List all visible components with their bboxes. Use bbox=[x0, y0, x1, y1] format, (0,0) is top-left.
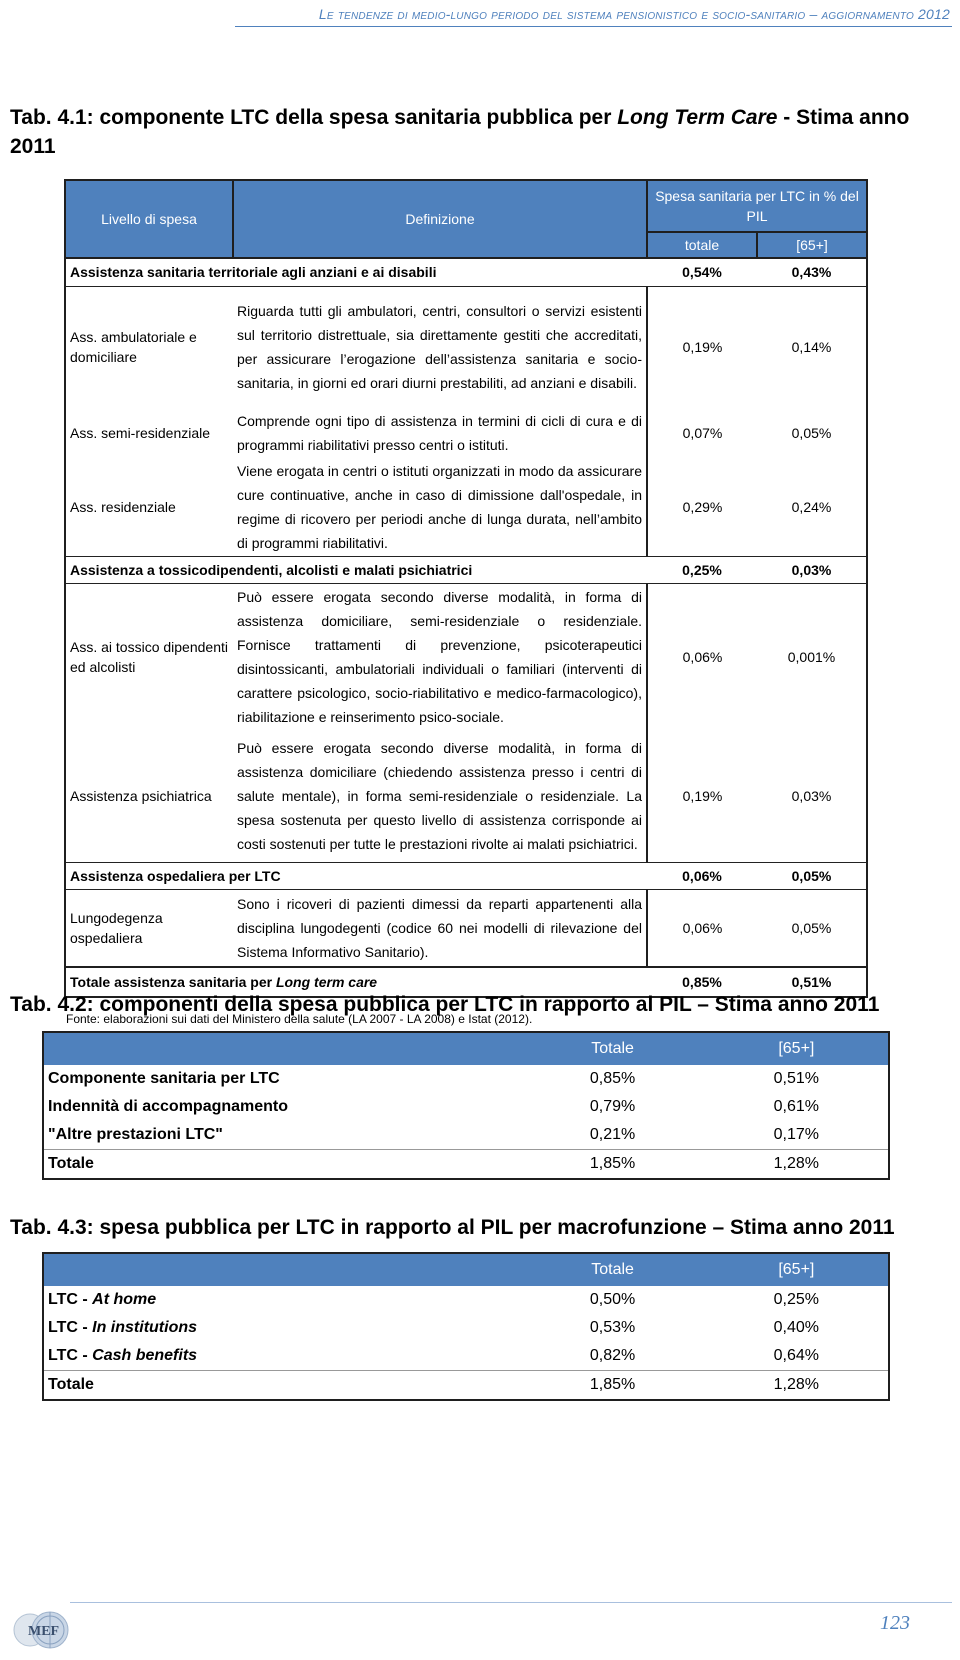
tab41-caption-italic: Long Term Care bbox=[617, 106, 778, 129]
tab43-table bbox=[42, 1252, 890, 1401]
running-header bbox=[319, 6, 950, 22]
section-title: Assistenza sanitaria territoriale agli anziani e ai disabili bbox=[65, 258, 647, 286]
row-definition: Riguarda tutti gli ambulatori, centri, consultori o servizi esistenti sul territorio distrettuale, sia direttamente gestiti che accreditati, per assicurare l’erogazione dell’assistenza sanitaria e socio-sanitaria, in giorni ed orari diurni prestabiliti, ad anziani e disabili. bbox=[233, 286, 647, 408]
header-spesa: Spesa sanitaria per LTC in % del PIL bbox=[647, 180, 867, 232]
page-number: 123 bbox=[880, 1612, 910, 1634]
tab41-caption bbox=[10, 103, 910, 161]
tab41-caption-suffix: - Stima anno 2011 bbox=[10, 106, 910, 158]
tab41-table bbox=[64, 179, 868, 998]
header-level: Livello di spesa bbox=[65, 180, 233, 258]
row-label: "Altre prestazioni LTC" bbox=[48, 1126, 223, 1143]
row-level: Ass. semi-residenziale bbox=[65, 408, 233, 458]
row-label: Indennità di accompagnamento bbox=[48, 1098, 289, 1115]
mef-logo bbox=[10, 1608, 82, 1650]
tab42-header-totale: Totale bbox=[520, 1032, 704, 1065]
row-over65: 0,05% bbox=[757, 408, 867, 458]
row-totale: 1,85% bbox=[520, 1371, 704, 1401]
running-header-subtitle: aggiornamento 2012 bbox=[821, 6, 950, 22]
row-definition: Può essere erogata secondo diverse modalità, in forma di assistenza domiciliare (chiedendo assistenza presso i centri di salute mentale), in forma semi-residenziale o residenziale. La spesa sostenuta per questo livello di assistenza corrisponde ai costi sostenuti per tutte le prestazioni rivolte ai malati psichiatrici. bbox=[233, 730, 647, 862]
section-row bbox=[65, 258, 867, 286]
row-label: Totale bbox=[43, 1371, 520, 1401]
row-definition: Sono i ricoveri di pazienti dimessi da reparti appartenenti alla disciplina lungodegenti (codice 60 nei modelli di rilevazione del Sistema Informativo Sanitario). bbox=[233, 889, 647, 967]
section-totale: 0,25% bbox=[647, 557, 757, 584]
row-totale: 0,06% bbox=[682, 649, 723, 665]
row-definition: Comprende ogni tipo di assistenza in termini di cicli di cura e di programmi riabilitativi presso centri o istituti. bbox=[233, 408, 647, 458]
tab42-table bbox=[42, 1031, 890, 1180]
row-over65: 0,51% bbox=[773, 1070, 820, 1087]
row-level: Ass. ai tossico dipendenti ed alcolisti bbox=[65, 584, 233, 731]
row-over65: 0,03% bbox=[757, 730, 867, 862]
row-level: Ass. residenziale bbox=[65, 458, 233, 557]
table-row bbox=[65, 286, 867, 408]
section-over65: 0,03% bbox=[757, 557, 867, 584]
tab42-header-over65: [65+] bbox=[705, 1032, 889, 1065]
row-totale: 0,85% bbox=[589, 1070, 636, 1087]
header-totale: totale bbox=[647, 232, 757, 258]
row-over65: 0,05% bbox=[757, 889, 867, 967]
row-over65: 0,14% bbox=[757, 286, 867, 408]
table-row bbox=[65, 730, 867, 862]
table-row bbox=[43, 1314, 889, 1342]
header-definition: Definizione bbox=[233, 180, 647, 258]
row-label: LTC - At home bbox=[48, 1291, 157, 1308]
row-over65: 0,64% bbox=[773, 1347, 820, 1364]
table-row bbox=[65, 408, 867, 458]
table-row bbox=[43, 1342, 889, 1371]
row-totale: 0,19% bbox=[682, 787, 723, 804]
row-totale: 0,19% bbox=[682, 339, 723, 356]
total-label: Totale assistenza sanitaria per Long term care bbox=[65, 967, 647, 997]
row-label: Totale bbox=[43, 1150, 520, 1180]
running-header-sep: – bbox=[805, 6, 822, 22]
row-over65: 0,61% bbox=[773, 1098, 820, 1115]
row-over65: 0,001% bbox=[757, 584, 867, 731]
tab43-header-over65: [65+] bbox=[705, 1253, 889, 1286]
row-definition: Può essere erogata secondo diverse modalità, in forma di assistenza domiciliare, semi-residenziale o residenziale. Fornisce trattamenti di prevenzione, psicoterapeutici disintossicanti, ambulatoriali individuali o familiari (interventi di carattere psicologico, socio-riabilitativo e medico-farmacologico), riabilitazione e reinserimento psico-sociale. bbox=[233, 584, 647, 731]
tab43-caption: Tab. 4.3: spesa pubblica per LTC in rapporto al PIL per macrofunzione – Stima anno 2011 bbox=[10, 1216, 895, 1239]
footer-rule bbox=[70, 1602, 952, 1603]
row-over65: 0,17% bbox=[773, 1126, 820, 1143]
row-over65: 0,25% bbox=[773, 1291, 820, 1308]
row-totale: 0,06% bbox=[682, 919, 723, 936]
table-row bbox=[65, 889, 867, 967]
running-header-title: Le tendenze di medio-lungo periodo del sistema pensionistico e socio-sanitario bbox=[318, 6, 806, 22]
total-over65: 0,51% bbox=[757, 967, 867, 997]
row-over65: 0,40% bbox=[773, 1319, 820, 1336]
header-over65: [65+] bbox=[757, 232, 867, 258]
section-row bbox=[65, 557, 867, 584]
row-totale: 0,82% bbox=[589, 1347, 636, 1364]
tab41-source: Fonte: elaborazioni sui dati del Ministero della salute (LA 2007 - LA 2008) e Istat (2012). bbox=[66, 1012, 533, 1026]
row-totale: 0,79% bbox=[589, 1098, 636, 1115]
row-totale: 1,85% bbox=[520, 1150, 704, 1180]
header-rule bbox=[235, 26, 952, 27]
tab42-header-label bbox=[43, 1032, 520, 1065]
row-totale: 0,29% bbox=[682, 499, 723, 515]
row-level: Assistenza psichiatrica bbox=[65, 730, 233, 862]
section-totale: 0,54% bbox=[647, 258, 757, 286]
row-label: LTC - Cash benefits bbox=[48, 1347, 198, 1364]
section-over65: 0,43% bbox=[757, 258, 867, 286]
table-row bbox=[43, 1150, 889, 1180]
section-title: Assistenza ospedaliera per LTC bbox=[65, 862, 647, 889]
table-row bbox=[43, 1093, 889, 1121]
table-row bbox=[65, 584, 867, 731]
tab43-header-totale: Totale bbox=[520, 1253, 704, 1286]
row-label: LTC - In institutions bbox=[48, 1319, 198, 1336]
row-totale: 0,21% bbox=[589, 1126, 636, 1143]
row-over65: 1,28% bbox=[705, 1371, 889, 1401]
table-row bbox=[43, 1065, 889, 1093]
tab42-caption: Tab. 4.2: componenti della spesa pubblica per LTC in rapporto al PIL – Stima anno 2011 bbox=[10, 993, 880, 1016]
tab41-caption-prefix: Tab. 4.1: componente LTC della spesa sanitaria pubblica per bbox=[10, 106, 618, 129]
mef-logo-text: MEF bbox=[28, 1624, 60, 1639]
section-totale: 0,06% bbox=[647, 862, 757, 889]
section-over65: 0,05% bbox=[757, 862, 867, 889]
tab43-header-label bbox=[43, 1253, 520, 1286]
section-row bbox=[65, 862, 867, 889]
section-title: Assistenza a tossicodipendenti, alcolisti e malati psichiatrici bbox=[65, 557, 647, 584]
table-row bbox=[65, 458, 867, 557]
table-row bbox=[43, 1371, 889, 1401]
row-over65: 1,28% bbox=[705, 1150, 889, 1180]
row-totale: 0,50% bbox=[589, 1291, 636, 1308]
row-totale: 0,07% bbox=[682, 425, 723, 441]
row-over65: 0,24% bbox=[757, 458, 867, 557]
row-label: Componente sanitaria per LTC bbox=[48, 1070, 280, 1087]
total-totale: 0,85% bbox=[647, 967, 757, 997]
row-level: Ass. ambulatoriale e domiciliare bbox=[65, 286, 233, 408]
row-definition: Viene erogata in centri o istituti organizzati in modo da assicurare cure continuative, anche in caso di dimissione dall'ospedale, in regime di ricovero per periodi anche di lunga durata, nell’ambito di programmi riabilitativi. bbox=[233, 458, 647, 557]
table-row bbox=[43, 1121, 889, 1150]
row-totale: 0,53% bbox=[589, 1319, 636, 1336]
row-level: Lungodegenza ospedaliera bbox=[65, 889, 233, 967]
table-row bbox=[43, 1286, 889, 1314]
